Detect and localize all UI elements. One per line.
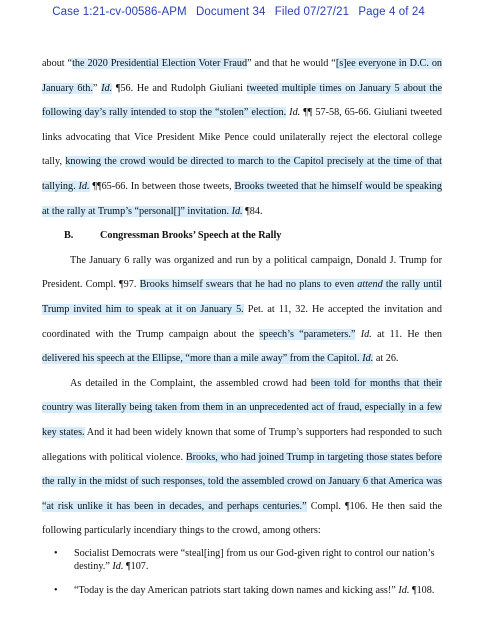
ecf-header <box>0 6 477 18</box>
document-number: Document 34 <box>196 6 266 18</box>
citation: Id. <box>289 107 301 119</box>
case-number: Case 1:21-cv-00586-APM <box>52 6 187 18</box>
citation: Id. <box>398 584 410 596</box>
citation: Id. <box>360 328 372 340</box>
document-body <box>42 52 442 607</box>
list-item: • “Today is the day American patriots start taking down names and kicking ass!” Id. ¶108. <box>42 584 442 598</box>
highlight: [s]ee everyone in D.C. on January 6th. <box>42 58 443 94</box>
highlight: Brooks tweeted that he himself would be speaking at the rally at Trump’s “personal[]” invitation. <box>42 180 442 217</box>
citation: Id. <box>112 561 124 573</box>
highlight: been told for months that their country was literally being taken from them in an unprecedented act of fraud, especially in a few key states. <box>42 377 443 438</box>
highlight: Brooks himself swears that he had no plans to even <box>139 279 358 291</box>
citation: Id. <box>231 205 243 217</box>
highlight: the rally until Trump invited him to speak at it on January 5. <box>42 279 442 315</box>
section-title: Congressman Brooks’ Speech at the Rally <box>100 230 282 242</box>
highlight: knowing the crowd would be directed to march to the Capitol precisely at the time of that tallying. <box>42 156 442 192</box>
quote-list <box>42 547 442 598</box>
highlight: delivered his speech at the Ellipse, “more than a mile away” from the Capitol. <box>42 353 363 365</box>
highlight: the 2020 Presidential Election Voter Fraud <box>72 58 248 69</box>
paragraph-1: about “the 2020 Presidential Election Voter Fraud” and that he would “[s]ee everyone in D.C. on January 6th.” Id. ¶56. He and Rudolph Giuliani tweeted multiple times on January 5 about the following day’s rally intended to stop the “stolen” election. Id. ¶¶ 57-58, 65-66. Giuliani tweeted links advocating that Vice President Mike Pence could unilaterally reject the electoral college tally, knowing the crowd would be directed to march to the Capitol precisely at the time of that tallying. Id. ¶¶65-66. In between those tweets, Brooks tweeted that he himself would be speaking at the rally at Trump’s “personal[]” invitation. Id. ¶84. <box>42 58 443 217</box>
filed-date: Filed 07/27/21 <box>274 6 350 18</box>
section-heading <box>42 224 442 249</box>
highlight: tweeted multiple times on January 5 about the following day’s rally intended to stop the “stolen” election. <box>42 82 443 119</box>
section-label: B. <box>64 230 74 242</box>
list-item: • Socialist Democrats were “steal[ing] from us our God-given right to control our nation’s destiny.” Id. ¶107. <box>42 547 442 574</box>
citation: Id. <box>362 353 374 365</box>
citation: Id. <box>78 180 90 192</box>
highlight: speech’s “parameters.” <box>259 328 356 340</box>
paragraph-2: The January 6 rally was organized and run by a political campaign, Donald J. Trump for President. Compl. ¶97. Brooks himself swears that he had no plans to even attend the rally until Trump invited him to speak at it on January 5. Pet. at 11, 32. He accepted the invitation and coordinated with the Trump campaign about the speech’s “parameters.” Id. at 11. He then delivered his speech at the Ellipse, “more than a mile away” from the Capitol. Id. at 26. <box>42 254 443 365</box>
paragraph-3: As detailed in the Complaint, the assembled crowd had been told for months that their country was literally being taken from them in an unprecedented act of fraud, especially in a few key states. And it had been widely known that some of Trump’s supporters had responded to such allegations with political violence. Brooks, who had joined Trump in targeting those states before the rally in the midst of such responses, told the assembled crowd on January 6 that America was “at risk unlike it has been in decades, and perhaps centuries.” Compl. ¶106. He then said the following particularly incendiary things to the crowd, among others: <box>42 377 443 537</box>
emphasis: attend <box>357 279 383 291</box>
highlight: Brooks, who had joined Trump in targeting those states before the rally in the midst of such responses, told the assembled crowd on January 6 that America was “at risk unlike it has been in decades, and perhaps centuries.” <box>42 451 442 512</box>
citation: Id. <box>101 82 113 94</box>
page-number: Page 4 of 24 <box>358 6 425 18</box>
